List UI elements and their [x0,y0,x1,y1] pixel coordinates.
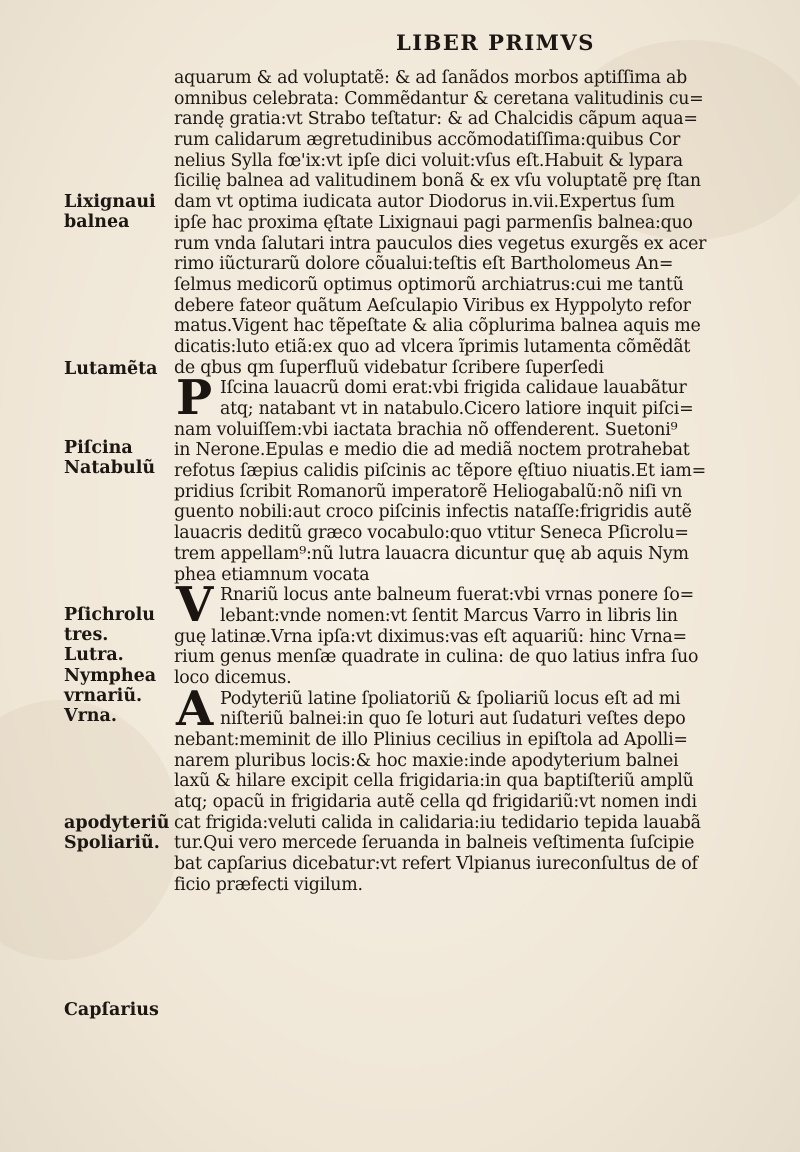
margin-note-line: Piſcina [64,438,133,458]
text-line: rum vnda ſalutari intra pauculos dies vegetus exurgẽs ex acer [174,233,707,254]
text-line: Rnariũ locus ante balneum fuerat:vbi vrnas ponere ſo= [220,585,694,606]
text-line: dicatis:luto etiã:ex quo ad vlcera ĩprimis lutamenta cõmẽdãt [174,336,691,357]
drop-cap-initial: P [176,370,213,427]
margin-note-line: Vrna. [64,706,117,726]
text-line: rium genus menſæ quadrate in culina: de quo latius infra ſuo [174,647,699,668]
text-line: guento nobili:aut croco piſcinis infectis nataſſe:frigridis autẽ [174,502,692,523]
text-line: atq; opacũ in frigidaria autẽ cella qd frigidariũ:vt nomen indi [174,792,697,813]
paragraph [174,680,774,896]
text-line: nebant:meminit de illo Plinius cecilius in epiſtola ad Apolli= [174,730,688,750]
margin-note-line: Natabulũ [64,458,156,478]
text-line: lebant:vnde nomen:vt ſentit Marcus Varro in libris lin [220,605,678,626]
margin-note-line: apodyteriũ [64,813,170,833]
text-line: randę gratia:vt Strabo teſtatur: & ad Chalcidis cãpum aqua= [174,109,698,130]
text-line: narem pluribus locis:& hoc maxie:inde apodyterium balnei [174,750,679,771]
text-line: lauacris deditũ græco vocabulo:quo vtitur Seneca Pſicrolu= [174,523,689,544]
margin-note-line: Spoliariũ. [64,833,160,853]
text-line: dam vt optima iudicata autor Diodorus in.vii.Expertus ſum [174,192,675,213]
margin-note-psichrolutres [64,605,155,665]
text-line: matus.Vigent hac tẽpeſtate & alia cõplurima balnea aquis me [174,316,701,337]
text-line: omnibus celebrata: Commẽdantur & ceretana valitudinis cu= [174,88,704,109]
margin-note-line: tres. [64,625,109,645]
text-line: debere fateor quãtum Aeſculapio Viribus ex Hyppolyto refor [174,295,691,316]
text-line: loco dicemus. [174,667,292,688]
text-line: rum calidarum ægretudinibus accõmodatiſſima:quibus Cor [174,130,681,151]
text-line: cat frigida:veluti calida in calidaria:iu tedidario tepida lauabã [174,812,701,833]
margin-note-line: Nymphea [64,666,157,686]
margin-note-capsarius [64,1000,159,1020]
text-line: niſteriũ balnei:in quo ſe loturi aut ſudaturi veſtes depo [220,709,686,730]
margin-note-lutamenta [64,359,158,379]
text-line: aquarum & ad voluptatẽ: & ad ſanãdos morbos aptiſſima ab [174,68,688,88]
text-line: phea etiamnum vocata [174,564,370,585]
text-line: ſelmus medicorũ optimus optimorũ archiatrus:cui me tantũ [174,274,684,295]
text-line: rimo iũcturarũ dolore cõualui:teſtis eſt Bartholomeus An= [174,254,674,275]
margin-note-nymphea [64,666,156,726]
margin-note-line: vrnariũ. [64,686,143,706]
text-line: tur.Qui vero mercede ſeruanda in balneis veſtimenta ſuſcipie [174,833,695,854]
margin-note-apodyterium [64,813,169,853]
margin-note-piscina [64,438,155,478]
text-line: de qbus qm ſuperfluũ videbatur ſcribere ſuperſedi [174,357,604,378]
main-text [174,68,774,896]
text-line: in Nerone.Epulas e medio die ad mediã noctem protrahebat [174,440,690,461]
text-line: atq; natabant vt in natabulo.Cicero latiore inquit piſci= [220,399,694,419]
text-line: ſicilię balnea ad valitudinem bonã & ex vſu voluptatẽ prę ſtan [174,171,701,192]
text-line: nelius Sylla fœ'ix:vt ipſe dici voluit:vſus eſt.Habuit & lypara [174,150,683,171]
running-head: LIBER PRIMVS [396,30,595,55]
margin-note-line: balnea [64,212,130,232]
text-line: bat capſarius dicebatur:vt refert Vlpianus iureconſultus de of [174,854,698,875]
paragraph [174,577,774,688]
text-line: laxũ & hilare excipit cella frigidaria:in qua baptiſteriũ amplũ [174,771,694,792]
text-line: ficio præfecti vigilum. [174,874,363,895]
paragraph [174,68,774,378]
margin-note-line: Pſichrolu [64,605,155,625]
text-line: guę latinæ.Vrna ipſa:vt diximus:vas eſt aquariũ: hinc Vrna= [174,626,687,647]
margin-note-line: Lutamẽta [64,359,158,379]
margin-note-line: Capſarius [64,1000,159,1020]
drop-cap-initial: V [176,577,214,634]
text-line: nam voluiſſem:vbi iactata brachia nõ offenderent. Suetoni⁹ [174,419,678,440]
paragraph [174,370,774,585]
text-line: trem appellam⁹:nũ lutra lauacra dicuntur quę ab aquis Nym [174,543,689,564]
margin-note-line: Lutra. [64,645,124,665]
margin-note-lixignaui [64,192,156,232]
text-line: ipſe hac proxima ęſtate Lixignaui pagi parmenſis balnea:quo [174,212,693,233]
margin-note-line: Lixignaui [64,192,156,212]
text-line: Iſcina lauacrũ domi erat:vbi frigida calidaue lauabãtur [220,378,687,399]
text-line: Podyteriũ latine ſpoliatoriũ & ſpoliariũ locus eſt ad mi [220,688,681,709]
drop-cap-initial: A [176,680,214,737]
text-line: refotus ſæpius calidis piſcinis ac tẽpore ęſtiuo niuatis.Et iam= [174,461,706,482]
text-line: pridius ſcribit Romanorũ imperatorẽ Heliogabalũ:nõ niſi vn [174,481,683,502]
